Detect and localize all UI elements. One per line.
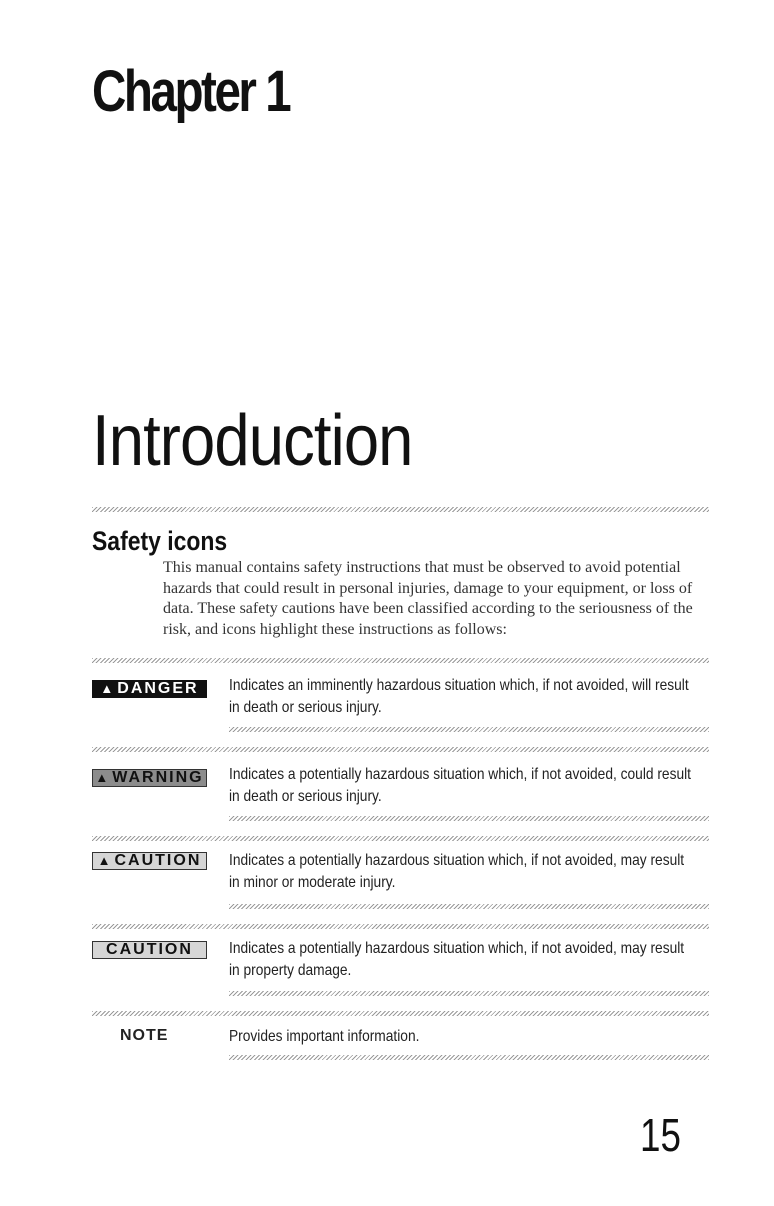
section-title: Safety icons <box>92 526 228 556</box>
caution-injury-description <box>229 850 685 894</box>
section-paragraph: This manual contains safety instructions that must be observed to avoid potential hazards that could result in personal injuries, damage to your equipment, or loss of data. These safety cautions have been classified according to the seriousness of the risk, and icons highlight these instructions as follows: <box>163 559 693 638</box>
description-line: Indicates an imminently hazardous situation which, if not avoided, will result <box>229 677 689 694</box>
item-divider <box>92 836 709 841</box>
chapter-label: Chapter 1 <box>92 59 290 124</box>
caution-property-description <box>229 938 685 982</box>
warning-triangle-icon: ▲ <box>100 681 114 696</box>
note-label: NOTE <box>120 1027 169 1044</box>
badge-label: WARNING <box>112 769 204 786</box>
danger-description <box>229 675 689 719</box>
description-line: Indicates a potentially hazardous situation which, if not avoided, could result <box>229 766 692 783</box>
caution-property-badge <box>92 941 207 959</box>
item-end-divider <box>229 991 709 996</box>
note-description <box>229 1026 642 1048</box>
danger-badge <box>92 680 207 698</box>
chapter-title: Introduction <box>92 401 413 481</box>
badge-label: DANGER <box>117 680 199 697</box>
item-end-divider <box>229 904 709 909</box>
caution-injury-badge <box>92 852 207 870</box>
warning-triangle-icon: ▲ <box>97 853 111 868</box>
description-line: in minor or moderate injury. <box>229 874 396 891</box>
badge-label: CAUTION <box>114 852 202 869</box>
description-line: Indicates a potentially hazardous situation which, if not avoided, may result <box>229 852 685 869</box>
description-line: in property damage. <box>229 962 352 979</box>
page-number: 15 <box>640 1109 681 1161</box>
item-end-divider <box>229 816 709 821</box>
description-line: Indicates a potentially hazardous situation which, if not avoided, may result <box>229 940 685 957</box>
item-divider <box>92 924 709 929</box>
warning-badge <box>92 769 207 787</box>
description-line: Provides important information. <box>229 1028 420 1045</box>
description-line: in death or serious injury. <box>229 699 382 716</box>
item-divider <box>92 747 709 752</box>
warning-description <box>229 764 692 808</box>
warning-triangle-icon: ▲ <box>95 770 109 785</box>
item-end-divider <box>229 727 709 732</box>
item-divider <box>92 658 709 663</box>
item-divider <box>92 1011 709 1016</box>
item-end-divider <box>229 1055 709 1060</box>
description-line: in death or serious injury. <box>229 788 382 805</box>
section-divider <box>92 507 709 512</box>
badge-label: CAUTION <box>106 941 193 958</box>
